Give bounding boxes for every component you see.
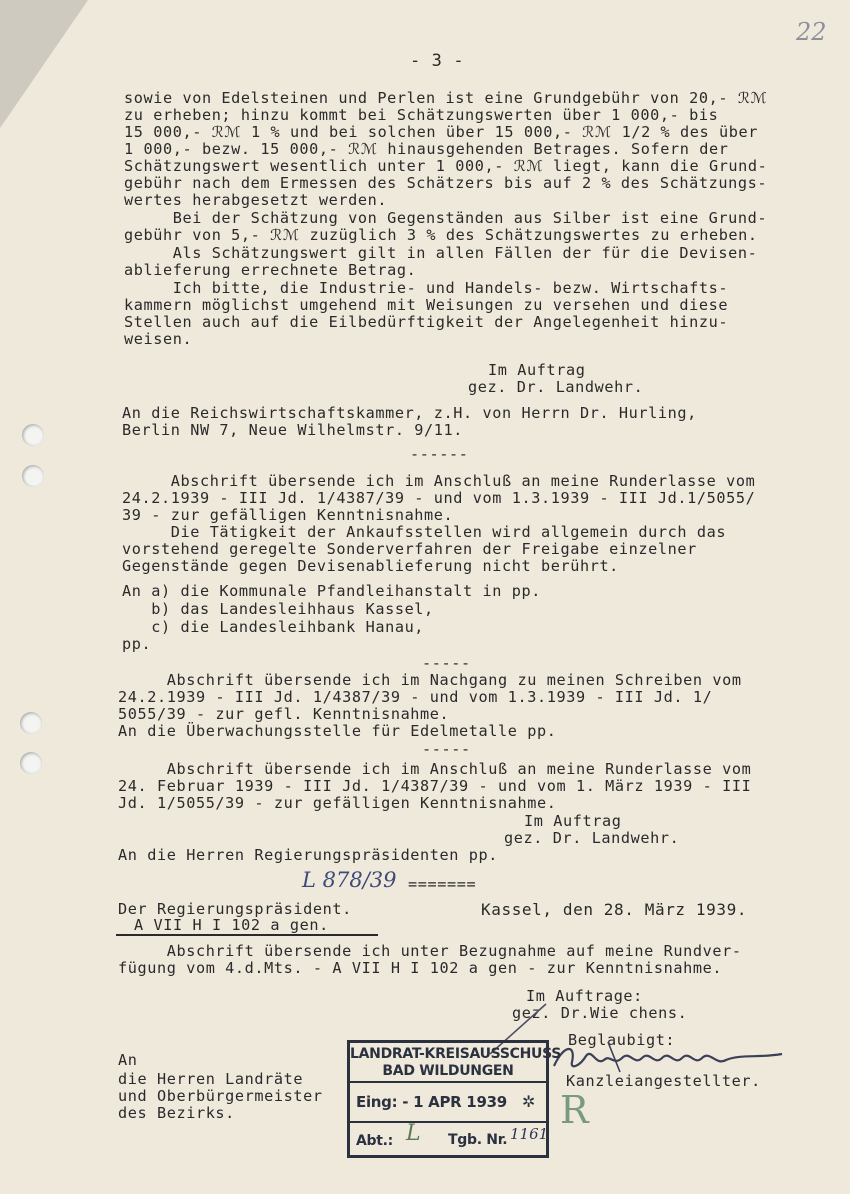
stamp-diary-label: Tgb. Nr. — [448, 1132, 508, 1148]
separator: ------ — [410, 445, 469, 463]
paragraph-3-line: An die Überwachungsstelle für Edelmetalle pp. — [118, 722, 557, 740]
stamp-divider — [350, 1121, 546, 1123]
punch-hole — [20, 752, 42, 774]
paragraph-3-line: 5055/39 - zur gefl. Kenntnisnahme. — [118, 705, 450, 723]
paragraph-1-line: 1 000,- bezw. 15 000,- ℛℳ hinausgehenden Betrages. Sofern der — [124, 140, 729, 158]
paragraph-2-line: Die Tätigkeit der Ankaufsstellen wird allgemein durch das — [122, 523, 727, 541]
separator: ----- — [422, 740, 471, 758]
signature-block-line: Im Auftrage: — [526, 987, 643, 1005]
certification-label: Beglaubigt: — [568, 1031, 676, 1049]
addressee-line: An die Reichswirtschaftskammer, z.H. von Herrn Dr. Hurling, — [122, 404, 697, 422]
final-addressee-line: An — [118, 1051, 138, 1069]
separator: ----- — [422, 654, 471, 672]
folio-number: 22 — [796, 18, 827, 46]
punch-hole — [22, 424, 44, 446]
paragraph-1-line: Als Schätzungswert gilt in allen Fällen der für die Devisen- — [124, 244, 758, 262]
paragraph-1-line: wertes herabgesetzt werden. — [124, 191, 388, 209]
signature-block-line: gez. Dr. Landwehr. — [504, 829, 680, 847]
paragraph-1-line: ablieferung errechnete Betrag. — [124, 261, 417, 279]
paragraph-5-line: fügung vom 4.d.Mts. - A VII H I 102 a gen - zur Kenntnisnahme. — [118, 959, 723, 977]
paragraph-2-line: vorstehend geregelte Sonderverfahren der Freigabe einzelner — [122, 540, 697, 558]
paragraph-2-line: Abschrift übersende ich im Anschluß an meine Runderlasse vom — [122, 472, 756, 490]
addressee-line: An a) die Kommunale Pfandleihanstalt in pp. — [122, 582, 541, 600]
paragraph-1-line: kammern möglichst umgehend mit Weisungen zu versehen und diese — [124, 296, 729, 314]
handwritten-reference: L 878/39 — [302, 868, 397, 892]
paragraph-4-line: Jd. 1/5055/39 - zur gefälligen Kenntnisnahme. — [118, 794, 557, 812]
addressee-line: An die Herren Regierungspräsidenten pp. — [118, 846, 499, 864]
page-number: - 3 - — [410, 51, 465, 71]
paragraph-4-line: 24. Februar 1939 - III Jd. 1/4387/39 - und vom 1. März 1939 - III — [118, 777, 752, 795]
signature-block-line: Im Auftrag — [488, 361, 586, 379]
stamp-star: ✲ — [522, 1092, 536, 1111]
paragraph-5-line: Abschrift übersende ich unter Bezugnahme auf meine Rundver- — [118, 942, 742, 960]
final-addressee-line: des Bezirks. — [118, 1104, 235, 1122]
paragraph-1-line: Ich bitte, die Industrie- und Handels- bezw. Wirtschafts- — [124, 279, 729, 297]
paragraph-1-line: 15 000,- ℛℳ 1 % und bei solchen über 15 000,- ℛℳ 1/2 % des über — [124, 123, 758, 141]
addressee-line: c) die Landesleihbank Hanau, — [122, 618, 425, 636]
paragraph-1-line: zu erheben; hinzu kommt bei Schätzungswerten über 1 000,- bis — [124, 106, 719, 124]
stamp-received-date: Eing: - 1 APR 1939 — [356, 1093, 507, 1111]
certification-role: Kanzleiangestellter. — [566, 1072, 761, 1090]
paragraph-1-line: weisen. — [124, 330, 193, 348]
paragraph-2-line: 39 - zur gefälligen Kenntnisnahme. — [122, 506, 454, 524]
paragraph-2-line: 24.2.1939 - III Jd. 1/4387/39 - und vom 1.3.1939 - III Jd.1/5055/ — [122, 489, 756, 507]
stamp-town: BAD WILDUNGEN — [382, 1063, 514, 1079]
place-date: Kassel, den 28. März 1939. — [481, 900, 748, 919]
receipt-stamp — [347, 1040, 562, 1158]
addressee-line: b) das Landesleihhaus Kassel, — [122, 600, 434, 618]
stamp-department-label: Abt.: — [356, 1133, 393, 1149]
paragraph-1-line: Bei der Schätzung von Gegenständen aus Silber ist eine Grund- — [124, 209, 768, 227]
double-rule: ======= — [408, 875, 477, 893]
paragraph-1-line: Schätzungswert wesentlich unter 1 000,- ℛℳ liegt, kann die Grund- — [124, 157, 768, 175]
stamp-department-mark: L — [406, 1121, 421, 1146]
paragraph-1-line: gebühr nach dem Ermessen des Schätzers bis auf 2 % des Schätzungs- — [124, 174, 768, 192]
paragraph-1-line: gebühr von 5,- ℛℳ zuzüglich 3 % des Schätzungswertes zu erheben. — [124, 226, 758, 244]
reference-underline — [116, 934, 378, 936]
paragraph-1-line: Stellen auch auf die Eilbedürftigkeit der Angelegenheit hinzu- — [124, 313, 729, 331]
margin-mark: R — [560, 1088, 589, 1132]
paragraph-3-line: Abschrift übersende ich im Nachgang zu meinen Schreiben vom — [118, 671, 742, 689]
paragraph-1-line: sowie von Edelsteinen und Perlen ist eine Grundgebühr von 20,- ℛℳ — [124, 89, 768, 107]
final-addressee-line: und Oberbürgermeister — [118, 1087, 323, 1105]
punch-hole — [20, 712, 42, 734]
addressee-line: Berlin NW 7, Neue Wilhelmstr. 9/11. — [122, 421, 464, 439]
addressee-line: pp. — [122, 635, 152, 653]
stamp-diary-number: 1161 — [510, 1125, 549, 1143]
signature-block-line: Im Auftrag — [524, 812, 622, 830]
final-addressee-line: die Herren Landräte — [118, 1070, 304, 1088]
signature-block-line: gez. Dr. Landwehr. — [468, 378, 644, 396]
paragraph-2-line: Gegenstände gegen Devisenablieferung nicht berührt. — [122, 557, 619, 575]
punch-hole — [22, 465, 44, 487]
signature-block-line: gez. Dr.Wie chens. — [512, 1004, 688, 1022]
paragraph-3-line: 24.2.1939 - III Jd. 1/4387/39 - und vom 1.3.1939 - III Jd. 1/ — [118, 688, 713, 706]
stamp-divider — [350, 1081, 546, 1083]
sender-reference: A VII H I 102 a gen. — [134, 916, 329, 934]
sender-title: Der Regierungspräsident. — [118, 900, 352, 918]
handwritten-signature — [550, 1036, 790, 1078]
paragraph-4-line: Abschrift übersende ich im Anschluß an meine Runderlasse vom — [118, 760, 752, 778]
stamp-office: LANDRAT-KREISAUSSCHUSS — [350, 1046, 562, 1062]
